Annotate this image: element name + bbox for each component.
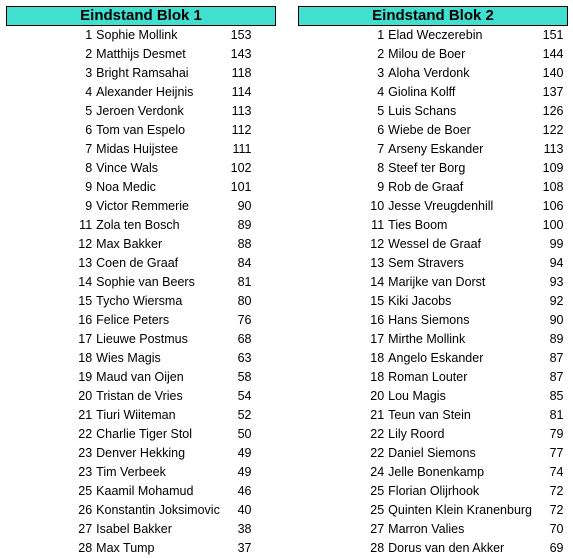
name-cell: Milou de Boer bbox=[388, 47, 466, 61]
score-cell: 109 bbox=[542, 161, 564, 175]
name-cell: Wessel de Graaf bbox=[388, 237, 482, 251]
score-cell: 88 bbox=[237, 237, 252, 251]
table-row bbox=[299, 444, 568, 463]
table-body bbox=[299, 26, 568, 558]
score-cell: 40 bbox=[237, 503, 252, 517]
score-cell: 122 bbox=[542, 123, 564, 137]
name-cell: Jesse Vreugdenhill bbox=[388, 199, 494, 213]
rank-cell: 23 bbox=[78, 446, 93, 460]
score-cell: 72 bbox=[549, 503, 564, 517]
score-cell: 100 bbox=[542, 218, 564, 232]
rank-cell: 23 bbox=[78, 465, 93, 479]
table-row bbox=[7, 178, 276, 197]
name-cell: Luis Schans bbox=[388, 104, 457, 118]
name-cell: Sophie Mollink bbox=[96, 28, 178, 42]
rank-cell: 25 bbox=[78, 484, 93, 498]
name-cell: Teun van Stein bbox=[388, 408, 471, 422]
score-cell: 102 bbox=[230, 161, 252, 175]
name-cell: Ties Boom bbox=[388, 218, 448, 232]
table-row bbox=[299, 292, 568, 311]
score-cell: 113 bbox=[543, 142, 564, 156]
table-row bbox=[7, 159, 276, 178]
name-cell: Quinten Klein Kranenburg bbox=[388, 503, 533, 517]
score-cell: 84 bbox=[237, 256, 252, 270]
table-row bbox=[7, 406, 276, 425]
table-row bbox=[7, 254, 276, 273]
score-cell: 68 bbox=[237, 332, 252, 346]
table-row bbox=[299, 463, 568, 482]
table-row bbox=[299, 520, 568, 539]
table-row bbox=[299, 197, 568, 216]
table-row bbox=[299, 539, 568, 558]
table-row bbox=[7, 501, 276, 520]
rank-cell: 9 bbox=[85, 199, 93, 213]
table-row bbox=[7, 349, 276, 368]
name-cell: Konstantin Joksimovic bbox=[96, 503, 220, 517]
name-cell: Tim Verbeek bbox=[96, 465, 166, 479]
name-cell: Tiuri Wiiteman bbox=[96, 408, 176, 422]
table-row bbox=[7, 368, 276, 387]
score-cell: 137 bbox=[542, 85, 564, 99]
table-header-row bbox=[7, 7, 276, 26]
score-cell: 113 bbox=[231, 104, 252, 118]
rank-cell: 25 bbox=[370, 503, 385, 517]
name-cell: Matthijs Desmet bbox=[96, 47, 186, 61]
table-row bbox=[299, 64, 568, 83]
table-row bbox=[7, 102, 276, 121]
table-row bbox=[299, 311, 568, 330]
table-row bbox=[7, 425, 276, 444]
name-cell: Marron Valies bbox=[388, 522, 465, 536]
rank-cell: 2 bbox=[85, 47, 93, 61]
rank-cell: 25 bbox=[370, 484, 385, 498]
rank-cell: 15 bbox=[370, 294, 385, 308]
name-cell: Marijke van Dorst bbox=[388, 275, 486, 289]
score-cell: 101 bbox=[230, 180, 252, 194]
score-cell: 151 bbox=[542, 28, 564, 42]
table-row bbox=[7, 216, 276, 235]
score-cell: 70 bbox=[549, 522, 564, 536]
table-row bbox=[7, 197, 276, 216]
name-cell: Tristan de Vries bbox=[96, 389, 183, 403]
name-cell: Elad Weczerebin bbox=[388, 28, 483, 42]
table-row bbox=[299, 140, 568, 159]
table-row bbox=[299, 254, 568, 273]
rank-cell: 28 bbox=[370, 541, 385, 555]
rank-cell: 13 bbox=[78, 256, 93, 270]
score-cell: 87 bbox=[549, 370, 564, 384]
rank-cell: 17 bbox=[78, 332, 93, 346]
score-cell: 76 bbox=[237, 313, 252, 327]
table-header-row bbox=[299, 7, 568, 26]
score-cell: 49 bbox=[237, 465, 252, 479]
name-cell: Jelle Bonenkamp bbox=[388, 465, 485, 479]
name-cell: Zola ten Bosch bbox=[96, 218, 180, 232]
name-cell: Kaamil Mohamud bbox=[96, 484, 194, 498]
rank-cell: 1 bbox=[377, 28, 385, 42]
table-row bbox=[299, 235, 568, 254]
score-cell: 77 bbox=[549, 446, 564, 460]
name-cell: Victor Remmerie bbox=[96, 199, 190, 213]
score-cell: 112 bbox=[231, 123, 252, 137]
score-cell: 52 bbox=[237, 408, 252, 422]
table-row bbox=[7, 444, 276, 463]
rank-cell: 1 bbox=[85, 28, 93, 42]
table-row bbox=[299, 425, 568, 444]
name-cell: Tycho Wiersma bbox=[96, 294, 183, 308]
name-cell: Charlie Tiger Stol bbox=[96, 427, 193, 441]
score-cell: 118 bbox=[231, 66, 252, 80]
rank-cell: 4 bbox=[85, 85, 93, 99]
rank-cell: 20 bbox=[78, 389, 93, 403]
name-cell: Jeroen Verdonk bbox=[96, 104, 184, 118]
table-row bbox=[299, 330, 568, 349]
name-cell: Rob de Graaf bbox=[388, 180, 464, 194]
name-cell: Steef ter Borg bbox=[388, 161, 466, 175]
score-cell: 92 bbox=[549, 294, 564, 308]
table-row bbox=[7, 482, 276, 501]
name-cell: Midas Huijstee bbox=[96, 142, 179, 156]
name-cell: Sem Stravers bbox=[388, 256, 464, 270]
name-cell: Bright Ramsahai bbox=[96, 66, 189, 80]
rank-cell: 19 bbox=[78, 370, 93, 384]
rank-cell: 11 bbox=[79, 218, 93, 232]
score-cell: 143 bbox=[230, 47, 252, 61]
table-row bbox=[299, 121, 568, 140]
table-row bbox=[7, 235, 276, 254]
rank-cell: 22 bbox=[370, 427, 385, 441]
name-cell: Angelo Eskander bbox=[388, 351, 484, 365]
score-cell: 38 bbox=[237, 522, 252, 536]
rank-cell: 7 bbox=[377, 142, 385, 156]
rank-cell: 20 bbox=[370, 389, 385, 403]
table-row bbox=[7, 311, 276, 330]
score-cell: 85 bbox=[549, 389, 564, 403]
score-cell: 74 bbox=[549, 465, 564, 479]
rank-cell: 12 bbox=[370, 237, 385, 251]
rank-cell: 6 bbox=[377, 123, 385, 137]
name-cell: Vince Wals bbox=[96, 161, 158, 175]
table-row bbox=[7, 45, 276, 64]
table-row bbox=[299, 501, 568, 520]
score-cell: 153 bbox=[230, 28, 252, 42]
rank-cell: 9 bbox=[377, 180, 385, 194]
table-row bbox=[299, 178, 568, 197]
score-cell: 46 bbox=[237, 484, 252, 498]
name-cell: Aloha Verdonk bbox=[388, 66, 470, 80]
name-cell: Noa Medic bbox=[96, 180, 156, 194]
name-cell: Arseny Eskander bbox=[388, 142, 484, 156]
score-cell: 87 bbox=[549, 351, 564, 365]
table-row bbox=[7, 539, 276, 558]
score-cell: 89 bbox=[237, 218, 252, 232]
table-row bbox=[7, 292, 276, 311]
name-cell: Sophie van Beers bbox=[96, 275, 195, 289]
rank-cell: 15 bbox=[78, 294, 93, 308]
table-row bbox=[299, 45, 568, 64]
name-cell: Kiki Jacobs bbox=[388, 294, 452, 308]
table-title: Eindstand Blok 2 bbox=[299, 7, 568, 26]
score-cell: 140 bbox=[542, 66, 564, 80]
score-cell: 69 bbox=[549, 541, 564, 555]
table-row bbox=[7, 330, 276, 349]
table-body bbox=[7, 26, 276, 558]
table-row bbox=[7, 387, 276, 406]
table-row bbox=[299, 406, 568, 425]
name-cell: Wiebe de Boer bbox=[388, 123, 471, 137]
name-cell: Roman Louter bbox=[388, 370, 468, 384]
score-cell: 144 bbox=[542, 47, 564, 61]
score-cell: 90 bbox=[237, 199, 252, 213]
score-cell: 80 bbox=[237, 294, 252, 308]
rank-cell: 27 bbox=[78, 522, 93, 536]
rank-cell: 14 bbox=[370, 275, 385, 289]
standings-table-blok-2 bbox=[298, 6, 568, 558]
name-cell: Max Tump bbox=[96, 541, 155, 555]
name-cell: Lou Magis bbox=[388, 389, 446, 403]
rank-cell: 24 bbox=[370, 465, 385, 479]
rank-cell: 21 bbox=[78, 408, 93, 422]
table-row bbox=[7, 463, 276, 482]
rank-cell: 21 bbox=[370, 408, 385, 422]
score-cell: 81 bbox=[549, 408, 564, 422]
score-cell: 126 bbox=[542, 104, 564, 118]
score-cell: 93 bbox=[549, 275, 564, 289]
table-row bbox=[299, 387, 568, 406]
name-cell: Hans Siemons bbox=[388, 313, 470, 327]
rank-cell: 2 bbox=[377, 47, 385, 61]
name-cell: Giolina Kolff bbox=[388, 85, 456, 99]
rank-cell: 17 bbox=[370, 332, 385, 346]
rank-cell: 18 bbox=[78, 351, 93, 365]
rank-cell: 6 bbox=[85, 123, 93, 137]
name-cell: Daniel Siemons bbox=[388, 446, 476, 460]
name-cell: Tom van Espelo bbox=[96, 123, 186, 137]
score-cell: 114 bbox=[231, 85, 252, 99]
name-cell: Mirthe Mollink bbox=[388, 332, 466, 346]
score-cell: 50 bbox=[237, 427, 252, 441]
table-row bbox=[7, 273, 276, 292]
table-row bbox=[299, 83, 568, 102]
rank-cell: 7 bbox=[85, 142, 93, 156]
score-cell: 81 bbox=[237, 275, 252, 289]
name-cell: Florian Olijrhook bbox=[388, 484, 480, 498]
table-row bbox=[299, 26, 568, 46]
score-cell: 54 bbox=[237, 389, 252, 403]
rank-cell: 12 bbox=[78, 237, 93, 251]
table-row bbox=[7, 83, 276, 102]
score-cell: 63 bbox=[237, 351, 252, 365]
name-cell: Lieuwe Postmus bbox=[96, 332, 188, 346]
rank-cell: 18 bbox=[370, 370, 385, 384]
name-cell: Coen de Graaf bbox=[96, 256, 179, 270]
rank-cell: 16 bbox=[78, 313, 93, 327]
score-cell: 106 bbox=[542, 199, 564, 213]
score-cell: 79 bbox=[549, 427, 564, 441]
name-cell: Maud van Oijen bbox=[96, 370, 184, 384]
rank-cell: 27 bbox=[370, 522, 385, 536]
rank-cell: 8 bbox=[377, 161, 385, 175]
rank-cell: 18 bbox=[370, 351, 385, 365]
score-cell: 49 bbox=[237, 446, 252, 460]
name-cell: Alexander Heijnis bbox=[96, 85, 194, 99]
name-cell: Denver Hekking bbox=[96, 446, 186, 460]
name-cell: Isabel Bakker bbox=[96, 522, 172, 536]
rank-cell: 11 bbox=[371, 218, 385, 232]
table-row bbox=[299, 482, 568, 501]
rank-cell: 5 bbox=[85, 104, 93, 118]
table-title: Eindstand Blok 1 bbox=[7, 7, 276, 26]
rank-cell: 16 bbox=[370, 313, 385, 327]
table-row bbox=[7, 64, 276, 83]
score-cell: 58 bbox=[237, 370, 252, 384]
table-row bbox=[299, 216, 568, 235]
rank-cell: 14 bbox=[78, 275, 93, 289]
name-cell: Lily Roord bbox=[388, 427, 445, 441]
score-cell: 72 bbox=[549, 484, 564, 498]
rank-cell: 9 bbox=[85, 180, 93, 194]
table-row bbox=[7, 520, 276, 539]
rank-cell: 22 bbox=[78, 427, 93, 441]
rank-cell: 5 bbox=[377, 104, 385, 118]
table-row bbox=[7, 26, 276, 46]
table-row bbox=[7, 121, 276, 140]
rank-cell: 26 bbox=[78, 503, 93, 517]
score-cell: 111 bbox=[232, 142, 252, 156]
name-cell: Max Bakker bbox=[96, 237, 163, 251]
score-cell: 37 bbox=[237, 541, 252, 555]
table-row bbox=[299, 349, 568, 368]
table-row bbox=[299, 102, 568, 121]
rank-cell: 13 bbox=[370, 256, 385, 270]
table-row bbox=[7, 140, 276, 159]
table-row bbox=[299, 273, 568, 292]
name-cell: Wies Magis bbox=[96, 351, 161, 365]
score-cell: 89 bbox=[549, 332, 564, 346]
rank-cell: 10 bbox=[370, 199, 385, 213]
score-cell: 94 bbox=[549, 256, 564, 270]
rank-cell: 4 bbox=[377, 85, 385, 99]
score-cell: 99 bbox=[549, 237, 564, 251]
rank-cell: 3 bbox=[377, 66, 385, 80]
standings-table-blok-1 bbox=[6, 6, 276, 558]
rank-cell: 3 bbox=[85, 66, 93, 80]
rank-cell: 8 bbox=[85, 161, 93, 175]
rank-cell: 22 bbox=[370, 446, 385, 460]
table-row bbox=[299, 159, 568, 178]
name-cell: Dorus van den Akker bbox=[388, 541, 505, 555]
score-cell: 90 bbox=[549, 313, 564, 327]
table-row bbox=[299, 368, 568, 387]
rank-cell: 28 bbox=[78, 541, 93, 555]
name-cell: Felice Peters bbox=[96, 313, 170, 327]
score-cell: 108 bbox=[542, 180, 564, 194]
